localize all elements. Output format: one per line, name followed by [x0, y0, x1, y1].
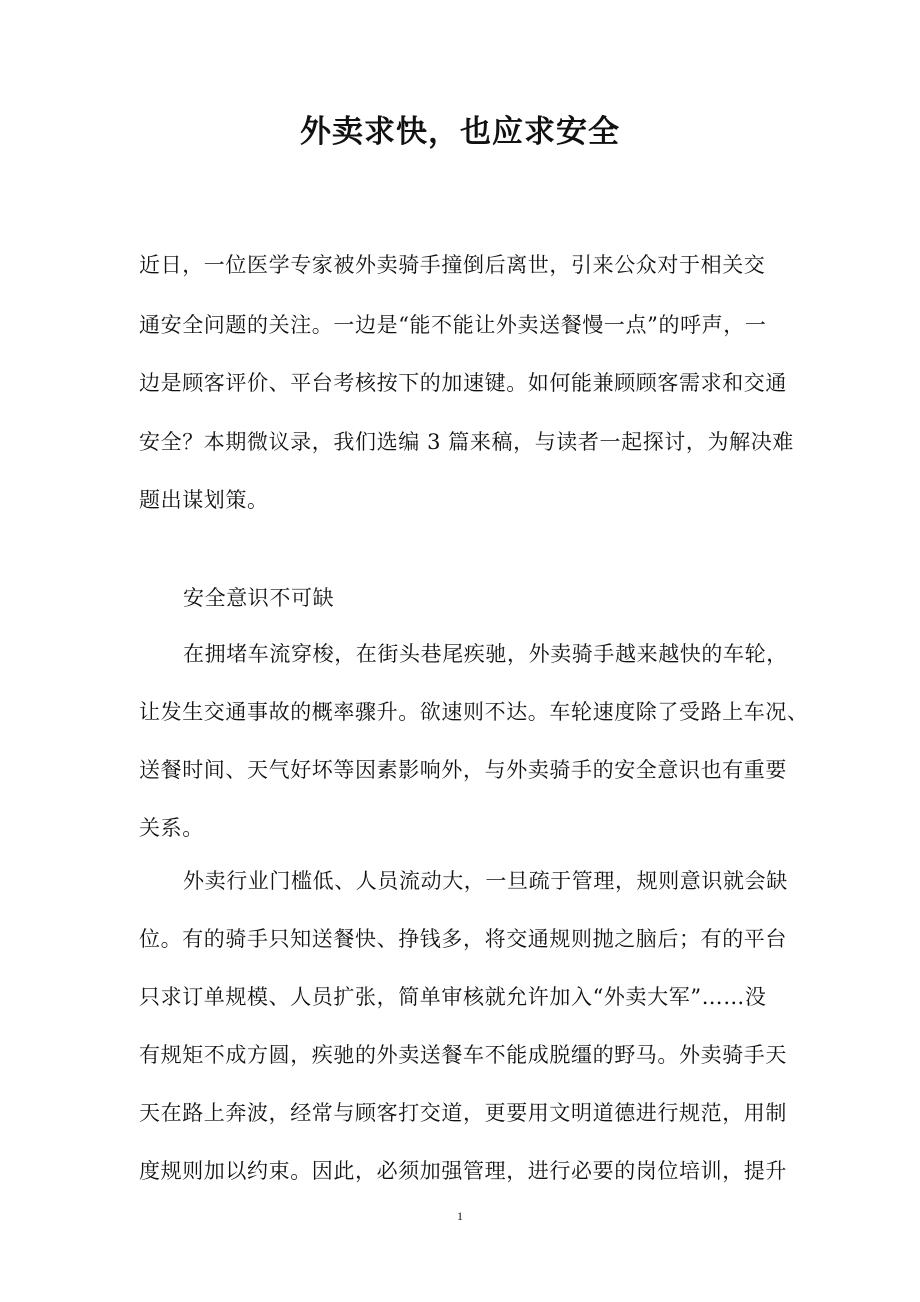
intro-line: 近日，一位医学专家被外卖骑手撞倒后离世，引来公众对于相关交: [139, 253, 766, 277]
intro-line: 通安全问题的关注。一边是“能不能让外卖送餐慢一点”的呼声，一: [139, 313, 767, 337]
paragraph-line: 在拥堵车流穿梭，在街头巷尾疾驰，外卖骑手越来越快的车轮，: [183, 642, 788, 666]
paragraph-line: 度规则加以约束。因此，必须加强管理，进行必要的岗位培训，提升: [139, 1159, 787, 1183]
paragraph-line: 只求订单规模、人员扩张，简单审核就允许加入“外卖大军”……没: [139, 985, 767, 1009]
paragraph-line: 外卖行业门槛低、人员流动大，一旦疏于管理，规则意识就会缺: [183, 869, 788, 893]
paragraph-line: 有规矩不成方圆，疾驰的外卖送餐车不能成脱缰的野马。外卖骑手天: [139, 1043, 787, 1067]
intro-line: 安全？本期微议录，我们选编 3 篇来稿，与读者一起探讨，为解决难: [139, 430, 794, 454]
paragraph-line: 送餐时间、天气好坏等因素影响外，与外卖骑手的安全意识也有重要: [139, 758, 787, 782]
intro-line: 题出谋划策。: [139, 488, 269, 512]
paragraph-line: 位。有的骑手只知送餐快、挣钱多，将交通规则抛之脑后；有的平台: [139, 927, 787, 951]
section-heading: 安全意识不可缺: [183, 586, 335, 610]
paragraph-line: 关系。: [139, 816, 204, 840]
document-title: 外卖求快，也应求安全: [300, 114, 620, 150]
paragraph-line: 天在路上奔波，经常与顾客打交道，更要用文明道德进行规范，用制: [139, 1101, 787, 1125]
paragraph-line: 让发生交通事故的概率骤升。欲速则不达。车轮速度除了受路上车况、: [139, 700, 809, 724]
intro-line: 边是顾客评价、平台考核按下的加速键。如何能兼顾顾客需求和交通: [139, 371, 787, 395]
page-number: 1: [457, 1209, 463, 1223]
